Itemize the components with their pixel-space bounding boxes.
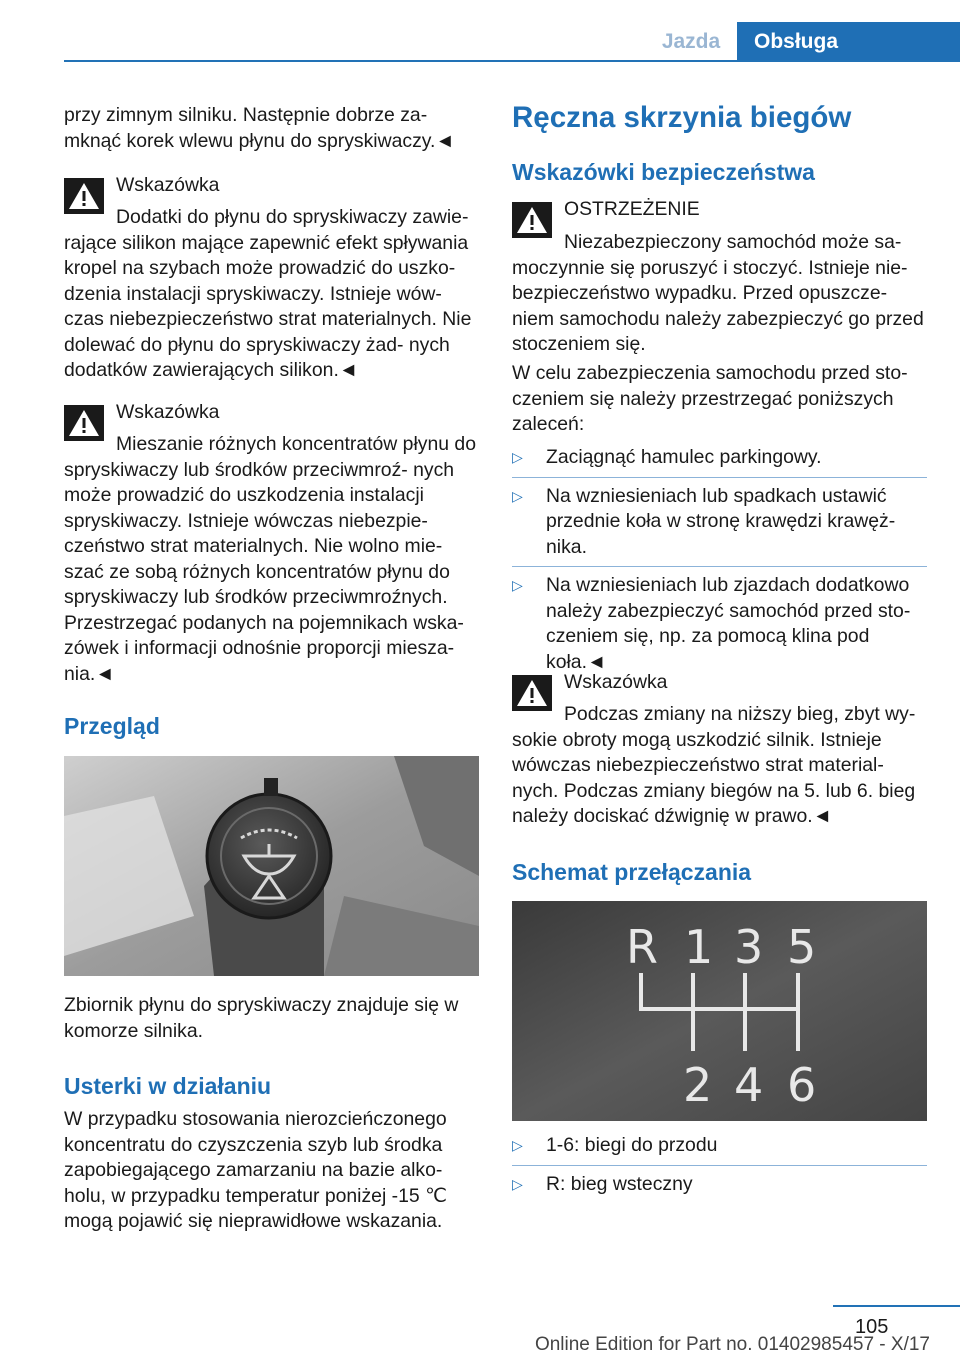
triangle-bullet-icon: ▷	[512, 449, 523, 465]
heading-schemat: Schemat przełączania	[512, 859, 752, 885]
warning-text-ostrzezenie: Niezabezpieczony samochód może sa‐ moczynnie się poruszyć i stoczyć. Istnieje nie‐ bezpieczeństwo wypadku. Przed opuszcze‐ niem samochodu należy zabezpieczyć go przed stoczeniem się.	[512, 231, 924, 355]
list-item: ▷ Na wzniesieniach lub spadkach ustawić przednie koła w stronę krawędzi krawęż‐ nika.	[512, 484, 896, 558]
divider	[512, 566, 927, 567]
heading-usterki: Usterki w działaniu	[64, 1073, 272, 1099]
paragraph-cold-engine	[64, 103, 484, 154]
gear-label: 3	[734, 920, 764, 974]
note-text: Podczas zmiany na niższy bieg, zbyt wy‐ sokie obroty mogą uszkodzić silnik. Istnieje wówczas niebezpieczeństwo strat material‐ nych. Podczas zmiany biegów na 5. lub 6. bieg należy dociskać dźwignię w prawo.◄	[512, 703, 916, 827]
list-item: ▷ Zaciągnąć hamulec parkingowy.	[512, 445, 927, 471]
gear-label: 6	[787, 1058, 817, 1112]
page-title: Ręczna skrzynia biegów	[512, 101, 852, 134]
warning-title-ostrzezenie: OSTRZEŻENIE	[564, 198, 700, 220]
warning-text-1: Dodatki do płynu do spryskiwaczy zawie‐ rające silikon mające zapewnić efekt spływania kropel na szybach może prowadzić do uszko‐ dzenia instalacji spryskiwaczy. Istnieje wów‐ czas niebezpieczeństwo strat materialnych. Nie dolewać do płynu do spryskiwaczy żad‐ nych dodatków zawierających silikon.◄	[64, 206, 472, 381]
divider	[512, 477, 927, 478]
divider	[512, 1165, 927, 1166]
text-p1: przy zimnym silniku. Następnie dobrze za‐ mknąć korek wlewu płynu do spryskiwaczy.◄	[64, 104, 455, 152]
list-item: ▷ R: bieg wsteczny	[512, 1172, 927, 1198]
warning-title-2: Wskazówka	[116, 401, 220, 423]
gear-label: 4	[734, 1058, 764, 1112]
footer-divider	[833, 1305, 960, 1307]
gear-label: 5	[787, 920, 817, 974]
triangle-bullet-icon: ▷	[512, 1175, 523, 1192]
gear-label: 1	[684, 920, 714, 974]
tab-obsluga[interactable]: Obsługa	[737, 22, 960, 62]
triangle-bullet-icon: ▷	[512, 577, 523, 593]
triangle-bullet-icon: ▷	[512, 487, 523, 504]
warning-title-1: Wskazówka	[116, 174, 220, 196]
gear-shift-diagram	[512, 901, 927, 1121]
page-number: 105	[855, 1316, 889, 1338]
heading-safety: Wskazówki bezpieczeństwa	[512, 159, 815, 185]
bullet-list	[512, 445, 927, 675]
warning-text-2: Mieszanie różnych koncentratów płynu do spryskiwaczy lub środków przeciwmroź‐ nych może prowadzić do uszkodzenia instalacji spryskiwaczy. Istnieje wówczas niebezpie‐ czeństwo strat materialnych. Nie wolno mie‐ szać ze sobą różnych koncentratów płynu do spryskiwaczy lub środków przeciwmroźnych. Przestrzegać podanych na pojemnikach wska‐ zówek i informacji odnośnie proporcji miesza‐ nia.◄	[64, 433, 476, 685]
gear-label: R	[626, 920, 658, 974]
list-item: ▷ Na wzniesieniach lub zjazdach dodatkowo należy zabezpieczyć samochód przed sto‐ czeniem się, np. za pomocą klina pod koła.◄	[512, 574, 911, 673]
list-item: ▷ 1-6: biegi do przodu	[512, 1133, 927, 1159]
edition-footer: Online Edition for Part no. 01402985457 - X/17	[534, 1334, 930, 1355]
photo-caption: Zbiornik płynu do spryskiwaczy znajduje się w komorze silnika.	[64, 994, 459, 1042]
note-title: Wskazówka	[564, 671, 668, 693]
legend-list	[512, 1133, 927, 1197]
faults-text: W przypadku stosowania nierozcieńczonego koncentratu do czyszczenia szyb lub środka zapobiegającego zamarzaniu na bazie alko‐ holu, w przypadku temperatur poniżej -15 ℃ mogą pojawić się nieprawidłowe wskazania.	[64, 1108, 447, 1232]
tab-jazda[interactable]: Jazda	[661, 30, 721, 53]
gear-label: 2	[683, 1058, 713, 1112]
intro-paragraph: W celu zabezpieczenia samochodu przed sto‐ czeniem się należy przestrzegać poniższych zaleceń:	[512, 362, 908, 435]
triangle-bullet-icon: ▷	[512, 1137, 523, 1153]
washer-reservoir-photo	[64, 756, 479, 976]
header-divider	[64, 60, 960, 62]
heading-przeglad: Przegląd	[64, 713, 160, 739]
